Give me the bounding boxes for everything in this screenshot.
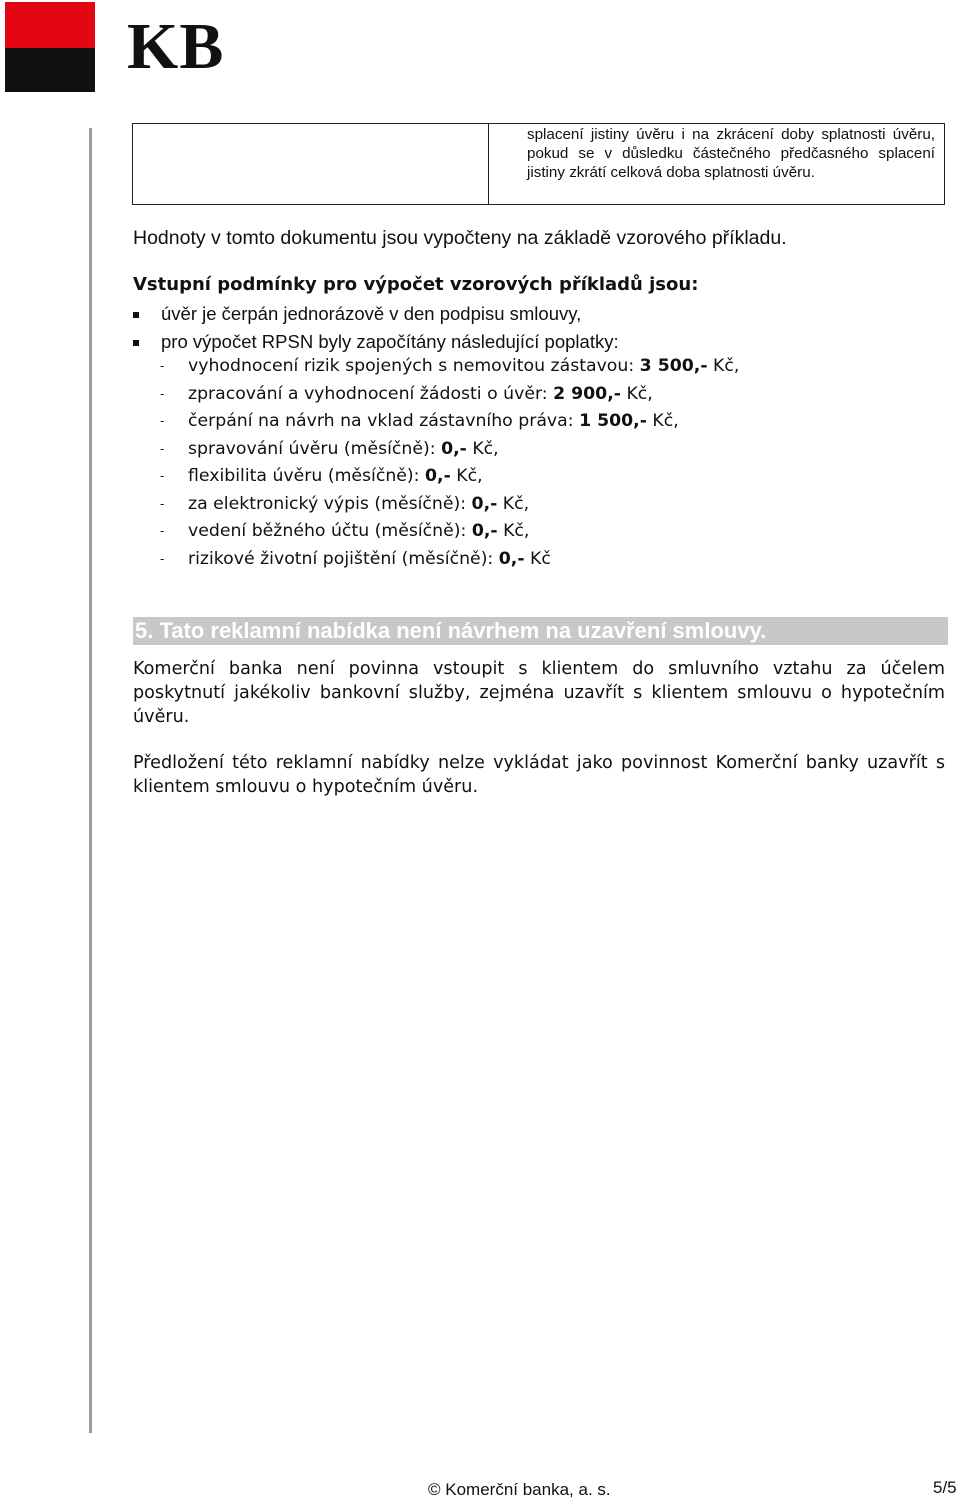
dash-bullet-icon: -: [160, 414, 165, 428]
footer-page-number: 5/5: [933, 1478, 957, 1497]
intro-text: Hodnoty v tomto dokumentu jsou vypočteny na základě vzorového příkladu.: [133, 227, 787, 249]
left-margin-rule: [89, 128, 92, 1433]
dash-bullet-icon: -: [160, 386, 165, 401]
logo-black-square: [5, 48, 95, 92]
dash-bullet-icon: -: [160, 469, 165, 483]
dash-bullet-icon: -: [160, 359, 165, 373]
fee-amount: 0,-: [471, 521, 498, 541]
dash-bullet-icon: -: [160, 551, 165, 566]
dash-bullet-icon: -: [160, 496, 165, 511]
fee-item: - zpracování a vyhodnocení žádosti o úvěr: 2 900,- Kč,: [160, 381, 739, 409]
dash-bullet-icon: -: [160, 441, 165, 456]
fee-amount: 2 900,-: [553, 383, 621, 404]
fee-item: - za elektronický výpis (měsíčně): 0,- Kč,: [160, 491, 739, 519]
logo-wordmark: KB: [127, 10, 225, 83]
square-bullet-icon: [133, 340, 139, 346]
fee-amount: 0,-: [498, 548, 525, 569]
section-5-paragraph-1: Komerční banka není povinna vstoupit s klientem do smluvního vztahu za účelem poskytnutí jakékoliv bankovní služby, zejména uzavřít s klientem smlouvu o hypotečním úvěru.: [133, 659, 945, 727]
fee-item: - flexibilita úvěru (měsíčně): 0,- Kč,: [160, 463, 739, 491]
conditions-bullets: [133, 300, 619, 356]
table-fragment: [132, 123, 945, 205]
fee-amount: 1 500,-: [579, 411, 647, 431]
fee-amount: 3 500,-: [639, 356, 708, 376]
section-5-heading: [133, 617, 948, 645]
dash-bullet-icon: -: [160, 524, 165, 538]
kb-logo: [5, 2, 265, 94]
fee-item: - čerpání na návrh na vklad zástavního práva: 1 500,- Kč,: [160, 408, 739, 436]
list-item: úvěr je čerpán jednorázově v den podpisu smlouvy,: [133, 300, 619, 328]
fee-amount: 0,-: [425, 466, 451, 486]
fee-amount: 0,-: [441, 438, 467, 459]
section-5-title: 5. Tato reklamní nabídka není návrhem na uzavření smlouvy.: [135, 618, 767, 643]
fee-amount: 0,-: [471, 493, 498, 514]
conditions-title: Vstupní podmínky pro výpočet vzorových příkladů jsou:: [133, 274, 699, 295]
footer-copyright: © Komerční banka, a. s.: [428, 1480, 611, 1499]
fee-list: [160, 353, 739, 573]
fee-item: - vyhodnocení rizik spojených s nemovitou zástavou: 3 500,- Kč,: [160, 353, 739, 381]
fee-item: - vedení běžného účtu (měsíčně): 0,- Kč,: [160, 518, 739, 546]
section-5-paragraph-2: Předložení této reklamní nabídky nelze vykládat jako povinnost Komerční banky uzavřít s klientem smlouvu o hypotečním úvěru.: [133, 753, 945, 797]
table-right-cell: splacení jistiny úvěru i na zkrácení doby splatnosti úvěru, pokud se v důsledku částečného předčasného splacení jistiny zkrátí celková doba splatnosti úvěru.: [527, 126, 935, 181]
list-item: pro výpočet RPSN byly započítány následující poplatky:: [133, 328, 619, 356]
square-bullet-icon: [133, 312, 139, 318]
fee-item: - rizikové životní pojištění (měsíčně): 0,- Kč: [160, 546, 739, 574]
fee-item: - spravování úvěru (měsíčně): 0,- Kč,: [160, 436, 739, 464]
logo-red-square: [5, 2, 95, 48]
table-left-cell: [133, 124, 489, 204]
